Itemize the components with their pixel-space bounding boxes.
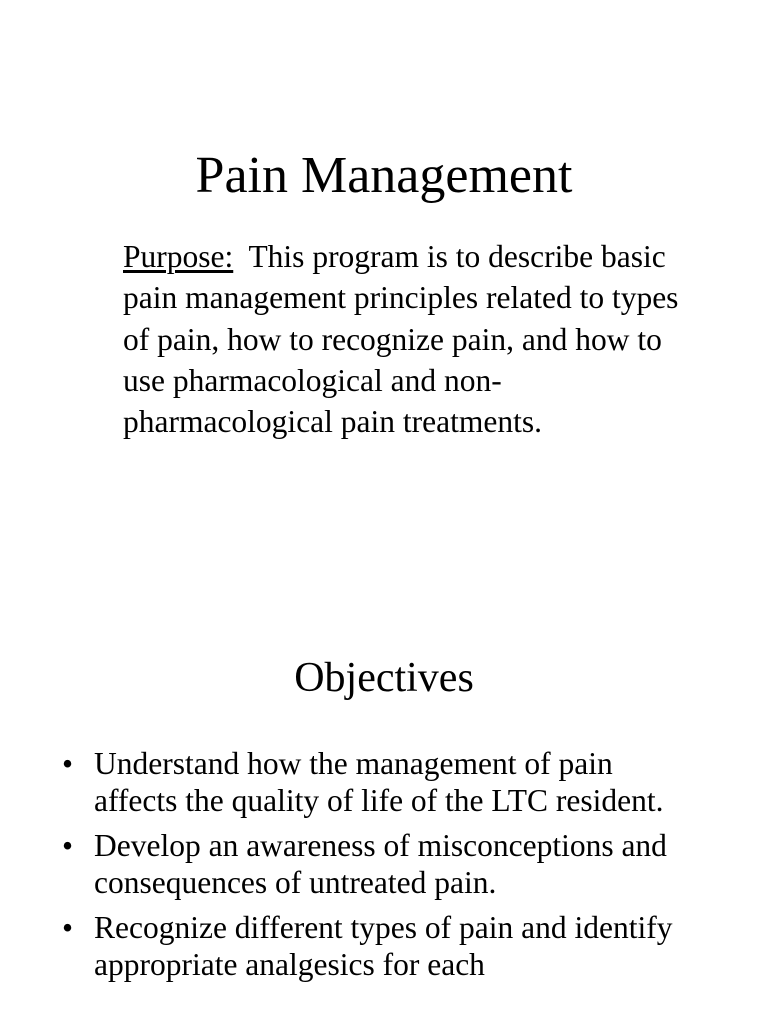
purpose-text: This program is to describe basic pain management principles related to types of pain, how to recognize pain, and how to use pharmacological and non-pharmacological pain treatments. [123, 239, 679, 440]
bullet-icon: • [62, 828, 74, 863]
list-item [62, 745, 702, 819]
page-title: Pain Management [195, 147, 573, 204]
objective-text: Develop an awareness of misconceptions and consequences of untreated pain. [94, 828, 667, 900]
objective-text: Understand how the management of pain affects the quality of life of the LTC resident. [94, 746, 664, 818]
purpose-label: Purpose: [123, 239, 234, 274]
objective-text: Recognize different types of pain and identify appropriate analgesics for each [94, 910, 673, 982]
objectives-list [62, 745, 702, 991]
bullet-icon: • [62, 746, 74, 781]
list-item [62, 827, 702, 901]
purpose-paragraph [123, 236, 683, 442]
list-item [62, 909, 702, 983]
bullet-icon: • [62, 910, 74, 945]
objectives-title: Objectives [294, 655, 474, 701]
